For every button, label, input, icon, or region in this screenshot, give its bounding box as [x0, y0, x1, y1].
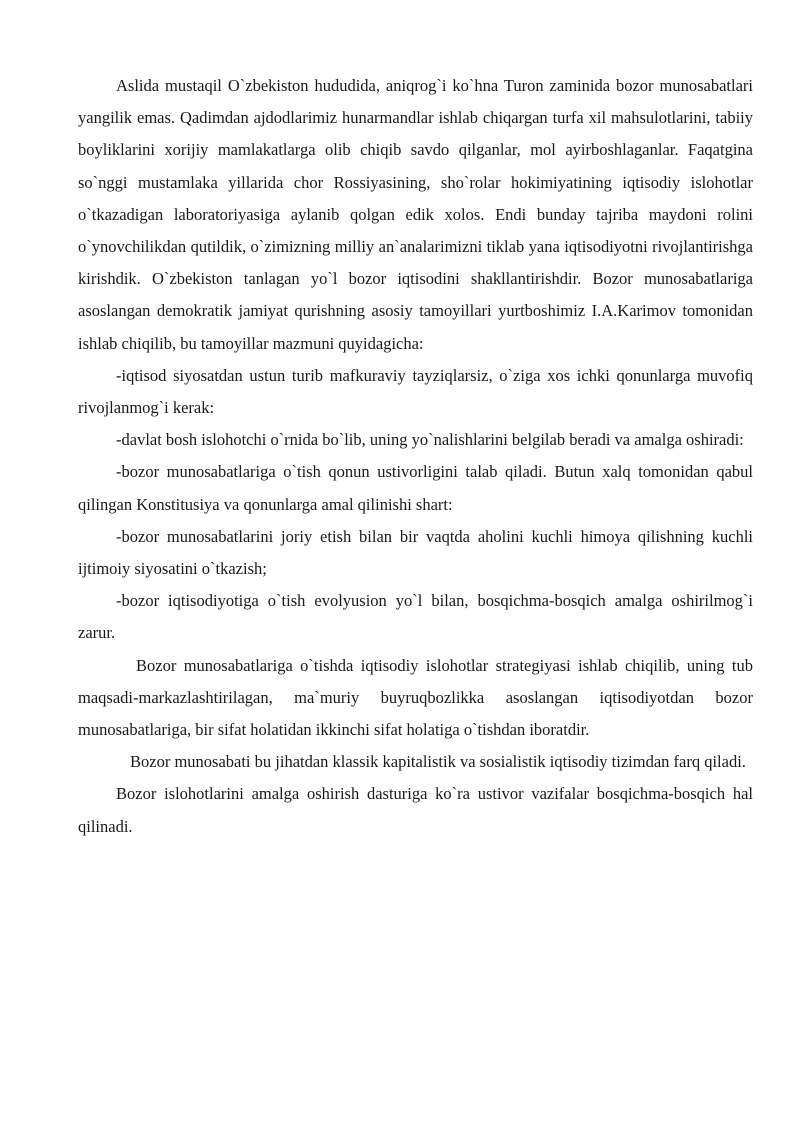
paragraph-strategy: Bozor munosabatlariga o`tishda iqtisodiy islohotlar strategiyasi ishlab chiqilib, uning tub maqsadi-markazlashtirilagan, ma`muriy buyruqbozlikka asoslangan iqtisodiyotdan bozor munosabatlariga, bir sifat holatidan ikkinchi sifat holatiga o`tishdan iboratdir. — [78, 655, 753, 740]
paragraph-principle-3: -bozor munosabatlariga o`tish qonun ustivorligini talab qiladi. Butun xalq tomonidan qabul qilingan Konstitusiya va qonunlarga amal qilinishi shart: — [78, 462, 753, 514]
paragraph-intro: Aslida mustaqil O`zbekiston hududida, aniqrog`i ko`hna Turon zaminida bozor munosabatlari yangilik emas. Qadimdan ajdodlarimiz hunarmandlar ishlab chiqargan turfa xil mahsulotlarini, tabiiy boyliklarini xorijiy mamlakatlarga olib chiqib savdo qilganlar, mol ayirboshlaganlar. Faqatgina so`nggi mustamlaka yillarida chor Rossiyasining, sho`rolar hokimiyatining iqtisodiy islohotlar o`tkazadigan laboratoriyasiga aylanib qolgan edik xolos. Endi bunday tajriba maydoni rolini o`ynovchilikdan qutildik, o`zimizning milliy an`analarimizni tiklab yana iqtisodiyotni rivojlantirishga kirishdik. O`zbekiston tanlagan yo`l bozor iqtisodini shakllantirishdir. Bozor munosabatlariga asoslangan demokratik jamiyat qurishning asosiy tamoyillari yurtboshimiz I.A.Karimov tomonidan ishlab chiqilib, bu tamoyillar mazmuni quyidagicha: — [78, 76, 753, 353]
document-body — [78, 70, 753, 843]
paragraph-principle-1: -iqtisod siyosatdan ustun turib mafkuraviy tayziqlarsiz, o`ziga xos ichki qonunlarga muvofiq rivojlanmog`i kerak: — [78, 365, 753, 418]
paragraph-principle-2: -davlat bosh islohotchi o`rnida bo`lib, uning yo`nalishlarini belgilab beradi va amalga oshiradi: — [116, 430, 744, 450]
paragraph-difference: Bozor munosabati bu jihatdan klassik kapitalistik va sosialistik iqtisodiy tizimdan farq qiladi. — [130, 752, 746, 772]
paragraph-principle-4: -bozor munosabatlarini joriy etish bilan bir vaqtda aholini kuchli himoya qilishning kuchli ijtimoiy siyosatini o`tkazish; — [78, 526, 753, 579]
paragraph-principle-5: -bozor iqtisodiyotiga o`tish evolyusion yo`l bilan, bosqichma-bosqich amalga oshirilmog`i zarur. — [78, 591, 753, 643]
paragraph-program: Bozor islohotlarini amalga oshirish dasturiga ko`ra ustivor vazifalar bosqichma-bosqich hal qilinadi. — [78, 784, 753, 836]
